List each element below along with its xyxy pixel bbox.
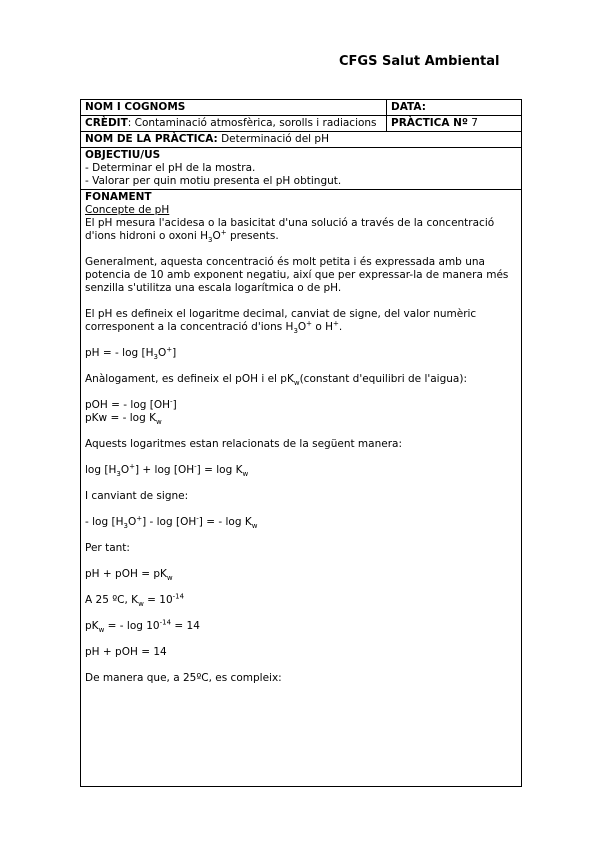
fonament-label: FONAMENT: [85, 191, 152, 203]
text-run: = 10: [143, 594, 173, 606]
text-run: pOH = - log [OH: [85, 399, 171, 411]
subscript: w: [293, 379, 300, 388]
subscript: w: [166, 574, 173, 583]
superscript: +: [220, 228, 227, 237]
paragraph-poh-pkw: [85, 373, 517, 386]
subscript: 3: [123, 522, 128, 531]
date-label: DATA:: [387, 100, 522, 116]
row-credit-practice: [81, 116, 522, 132]
equation-ph-poh-14: pH + pOH = 14: [85, 646, 167, 658]
fonament-cell: [81, 190, 522, 787]
text-run: = - log 10: [104, 620, 160, 632]
text-run: O: [297, 321, 307, 333]
subscript: w: [251, 522, 258, 531]
credit-cell: [81, 116, 387, 132]
superscript: -: [196, 514, 199, 523]
superscript: +: [166, 345, 173, 354]
text-run: pH = - log [H: [85, 347, 154, 359]
text-run: ]: [172, 347, 177, 359]
text-run: Anàlogament, es defineix el pOH i el pK: [85, 373, 294, 385]
text-run: presents.: [226, 230, 279, 242]
paragraph-change-sign: I canviant de signe:: [85, 490, 189, 502]
row-name-date: [81, 100, 522, 116]
text-run: El pH es defineix el logaritme decimal, canviat de signe, del valor numèric corresponent a la concentració d'ions H: [85, 308, 477, 333]
text-run: ] - log [OH: [142, 516, 197, 528]
text-run: El pH mesura l'acidesa o la basicitat d'una solució a través de la concentració d'ions hidroni o oxoni H: [85, 217, 495, 242]
superscript: +: [333, 319, 339, 328]
subscript: 3: [293, 327, 298, 336]
paragraph-ph-log-definition: [85, 308, 517, 334]
subscript: w: [242, 470, 249, 479]
text-run: pH + pOH = pK: [85, 568, 167, 580]
equation-log-sum: [85, 464, 517, 477]
superscript: +: [129, 462, 135, 471]
concepte-heading: Concepte de pH: [85, 204, 170, 216]
equation-kw-value: [85, 594, 517, 607]
paragraph-log-scale: Generalment, aquesta concentració és molt petita i és expressada amb una potencia de 10 amb exponent negatiu, així que per expressar-la de manera més senzilla s'utilitza una escala logarítmica o de pH.: [85, 256, 509, 294]
text-run: .: [338, 321, 343, 333]
objectives-cell: [81, 148, 522, 190]
subscript: 3: [208, 236, 213, 245]
document-header-title: CFGS Salut Ambiental: [339, 54, 500, 69]
objective-item: - Determinar el pH de la mostra.: [85, 162, 256, 174]
credit-value: : Contaminació atmosfèrica, sorolls i radiacions: [127, 117, 377, 129]
superscript: -: [194, 462, 197, 471]
superscript: +: [136, 514, 143, 523]
text-run: O: [212, 230, 221, 242]
superscript: -: [170, 397, 173, 406]
text-run: pKw = - log K: [85, 412, 156, 424]
equation-pkw: [85, 412, 517, 425]
text-run: o H: [312, 321, 334, 333]
equation-ph: [85, 347, 517, 360]
practice-name-value: Determinació del pH: [217, 133, 329, 145]
text-run: pK: [85, 620, 99, 632]
text-run: O: [127, 516, 137, 528]
text-run: O: [120, 464, 130, 476]
paragraph-conclusion: De manera que, a 25ºC, es compleix:: [85, 672, 282, 684]
text-run: ] = log K: [196, 464, 243, 476]
subscript: w: [155, 418, 162, 427]
objectives-label: OBJECTIU/US: [85, 149, 161, 161]
subscript: w: [138, 600, 144, 609]
practice-number-value: 7: [467, 117, 478, 129]
subscript: w: [98, 626, 105, 635]
row-objectives: [81, 148, 522, 190]
row-practice-name: [81, 132, 522, 148]
text-run: - log [H: [85, 516, 124, 528]
text-run: ]: [172, 399, 177, 411]
row-fonament: [81, 190, 522, 787]
paragraph-relation: Aquests logaritmes estan relacionats de la següent manera:: [85, 438, 402, 450]
text-run: log [H: [85, 464, 117, 476]
equation-ph-poh-pkw: [85, 568, 517, 581]
objective-item: - Valorar per quin motiu presenta el pH obtingut.: [85, 175, 342, 187]
equation-negative-log: [85, 516, 517, 529]
text-run: ] = - log K: [198, 516, 252, 528]
equation-pkw-value: [85, 620, 517, 633]
name-label: NOM I COGNOMS: [81, 100, 387, 116]
paragraph-per-tant: Per tant:: [85, 542, 130, 554]
superscript: -14: [172, 592, 185, 601]
equation-poh: [85, 399, 517, 412]
credit-label: CRÈDIT: [85, 117, 128, 129]
practice-number-label: PRÀCTICA Nº: [391, 117, 468, 129]
text-run: (constant d'equilibri de l'aigua):: [299, 373, 467, 385]
subscript: 3: [153, 353, 158, 362]
superscript: +: [306, 319, 313, 328]
text-run: ] + log [OH: [134, 464, 195, 476]
subscript: 3: [116, 470, 121, 479]
paragraph-ph-definition: [85, 217, 517, 243]
superscript: -14: [159, 618, 172, 627]
practice-name-label: NOM DE LA PRÀCTICA:: [85, 133, 218, 145]
text-run: = 14: [171, 620, 200, 632]
practice-form-table: [80, 99, 522, 787]
text-run: A 25 ºC, K: [85, 594, 139, 606]
practice-name-cell: [81, 132, 522, 148]
text-run: O: [157, 347, 167, 359]
practice-number-cell: [387, 116, 522, 132]
